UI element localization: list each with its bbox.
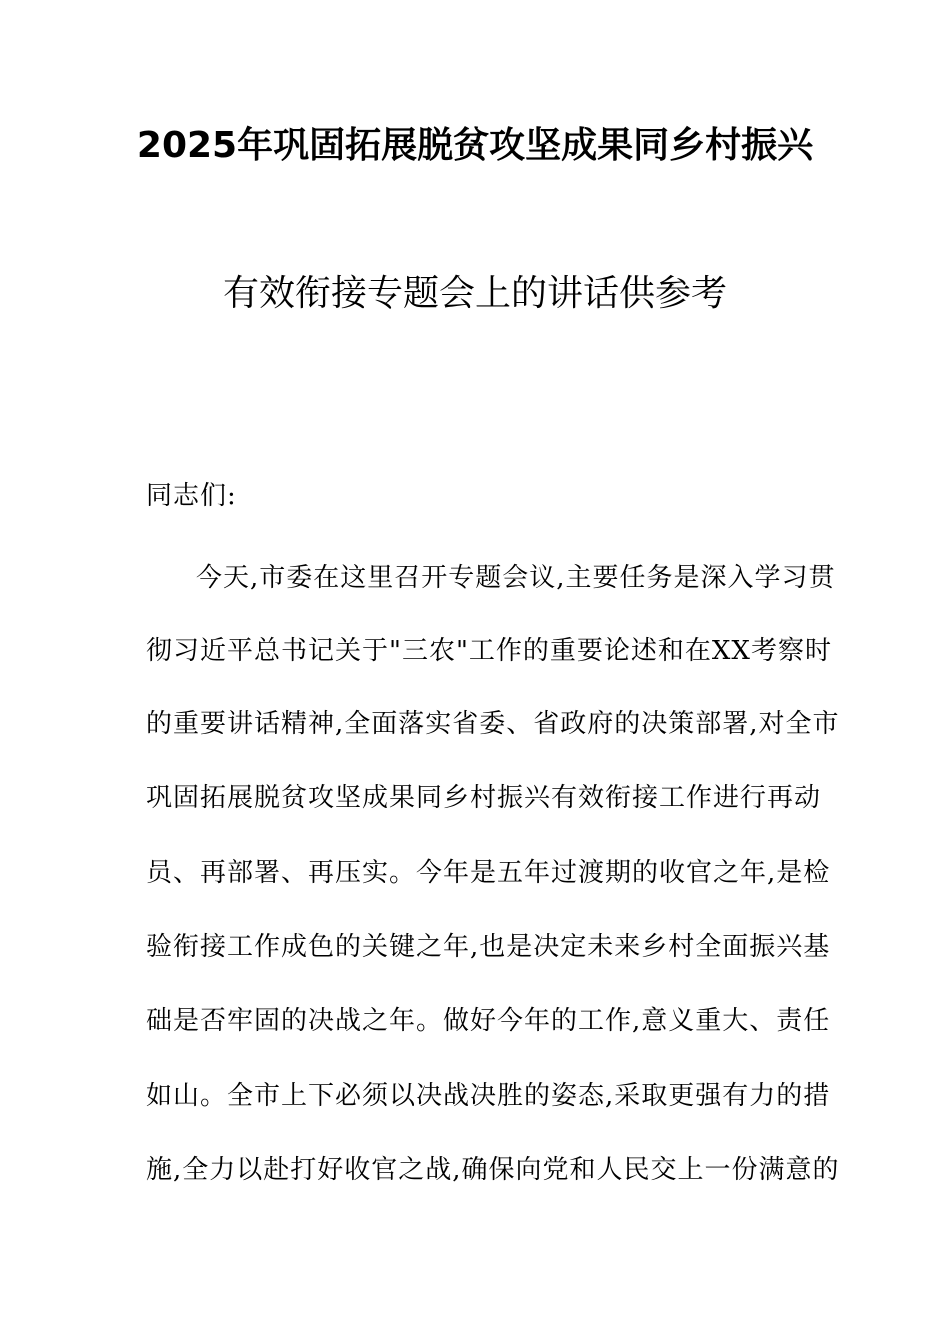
document-title-line-1: 2025年巩固拓展脱贫攻坚成果同乡村振兴 [136,125,814,166]
paragraph-line: 的重要讲话精神,全面落实省委、省政府的决策部署,对全市 [146,709,840,739]
document-title-line-2: 有效衔接专题会上的讲话供参考 [222,273,727,314]
paragraph-line: 巩固拓展脱贫攻坚成果同乡村振兴有效衔接工作进行再动 [146,783,822,813]
paragraph-line: 施,全力以赴打好收官之战,确保向党和人民交上一份满意的 [146,1155,840,1185]
paragraph-line: 彻习近平总书记关于"三农"工作的重要论述和在XX考察时 [146,636,832,666]
paragraph-line: 员、再部署、再压实。今年是五年过渡期的收官之年,是检 [146,858,831,888]
paragraph-line: 础是否牢固的决战之年。做好今年的工作,意义重大、责任 [146,1006,831,1036]
paragraph-line: 验衔接工作成色的关键之年,也是决定未来乡村全面振兴基 [146,932,831,962]
paragraph-line: 今天,市委在这里召开专题会议,主要任务是深入学习贯 [196,563,836,593]
paragraph-line: 如山。全市上下必须以决战决胜的姿态,采取更强有力的措 [146,1081,831,1111]
salutation: 同志们: [146,481,237,511]
